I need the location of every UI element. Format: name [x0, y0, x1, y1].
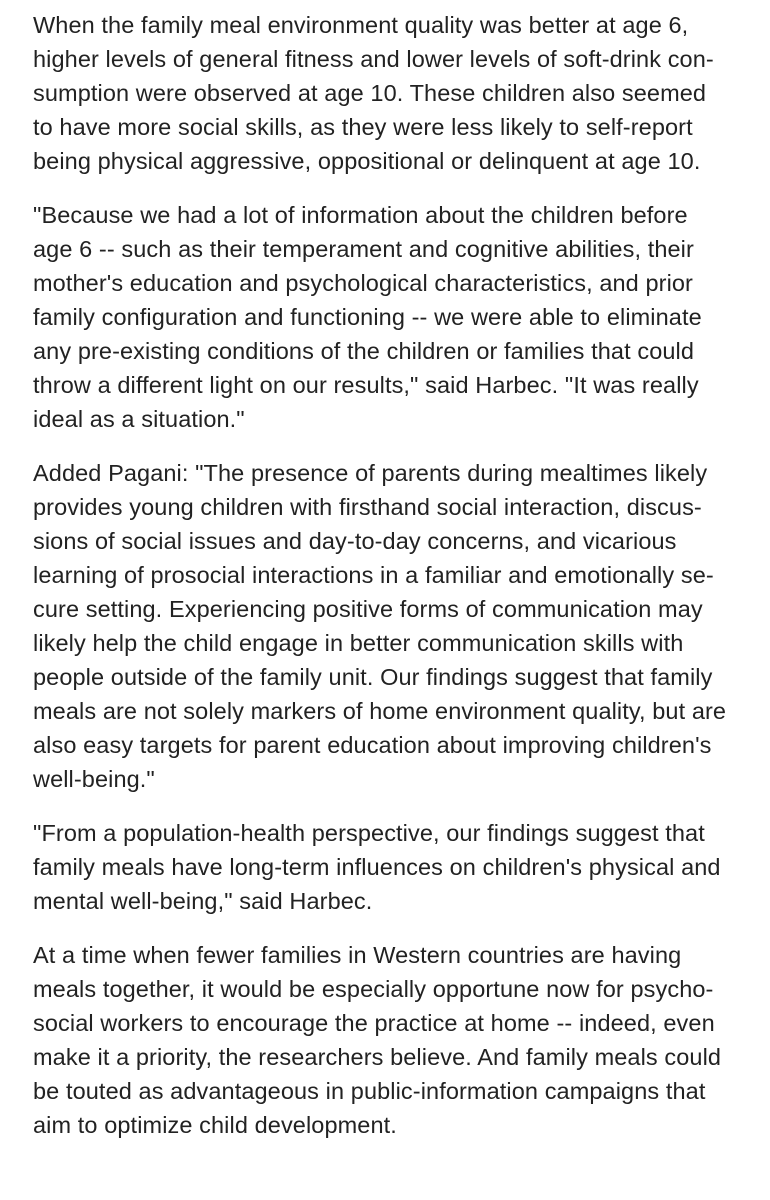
text-line: Added Pagani: "The presence of parents during mealtimes likely	[33, 460, 708, 486]
text-line: well-being."	[33, 766, 155, 792]
text-line: being physical aggressive, oppositional or delinquent at age 10.	[33, 148, 701, 174]
text-line: At a time when fewer families in Western countries are having	[33, 942, 682, 968]
text-line: also easy targets for parent education about improving children's	[33, 732, 712, 758]
text-line: sumption were observed at age 10. These children also seemed	[33, 80, 707, 106]
paragraph-meal-environment	[33, 8, 746, 178]
paragraph-pagani-quote	[33, 456, 746, 796]
paragraph-conclusion	[33, 938, 746, 1142]
text-line: aim to optimize child development.	[33, 1112, 397, 1138]
text-line: mental well-being," said Harbec.	[33, 888, 373, 914]
text-line: meals together, it would be especially opportune now for psycho-	[33, 976, 714, 1002]
text-line: "From a population-health perspective, our findings suggest that	[33, 820, 705, 846]
text-line: When the family meal environment quality was better at age 6,	[33, 12, 689, 38]
text-line: learning of prosocial interactions in a familiar and emotionally se-	[33, 562, 714, 588]
text-line: social workers to encourage the practice at home -- indeed, even	[33, 1010, 715, 1036]
text-line: provides young children with firsthand social interaction, discus-	[33, 494, 702, 520]
text-line: higher levels of general fitness and lower levels of soft-drink con-	[33, 46, 714, 72]
text-line: cure setting. Experiencing positive forms of communication may	[33, 596, 703, 622]
text-line: be touted as advantageous in public-information campaigns that	[33, 1078, 706, 1104]
text-line: make it a priority, the researchers believe. And family meals could	[33, 1044, 722, 1070]
paragraph-population-health	[33, 816, 746, 918]
text-line: likely help the child engage in better communication skills with	[33, 630, 684, 656]
text-line: any pre-existing conditions of the children or families that could	[33, 338, 695, 364]
text-line: to have more social skills, as they were less likely to self-report	[33, 114, 693, 140]
text-line: "Because we had a lot of information about the children before	[33, 202, 688, 228]
text-line: family meals have long-term influences on children's physical and	[33, 854, 721, 880]
text-line: ideal as a situation."	[33, 406, 245, 432]
text-line: throw a different light on our results," said Harbec. "It was really	[33, 372, 699, 398]
text-line: sions of social issues and day-to-day concerns, and vicarious	[33, 528, 677, 554]
text-line: mother's education and psychological characteristics, and prior	[33, 270, 693, 296]
text-line: family configuration and functioning -- we were able to eliminate	[33, 304, 702, 330]
text-line: age 6 -- such as their temperament and cognitive abilities, their	[33, 236, 694, 262]
paragraph-harbec-quote	[33, 198, 746, 436]
text-line: people outside of the family unit. Our findings suggest that family	[33, 664, 713, 690]
text-line: meals are not solely markers of home environment quality, but are	[33, 698, 727, 724]
